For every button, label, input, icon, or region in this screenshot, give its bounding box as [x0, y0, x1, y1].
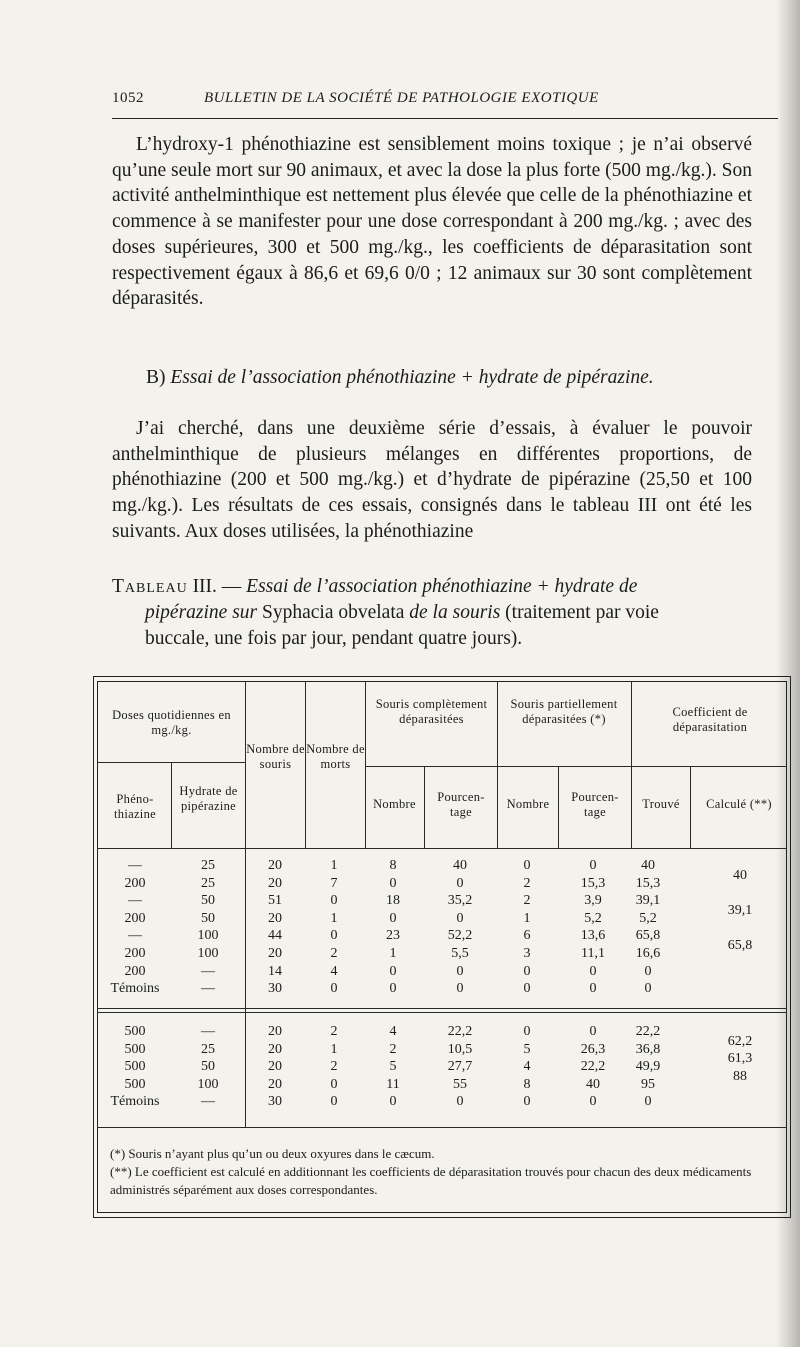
caption-rest: (traitement par voie: [505, 602, 659, 623]
cell-hydrate: —: [201, 1094, 215, 1110]
cell-souris: 20: [268, 946, 282, 961]
cell-comp-pct: 0: [456, 910, 464, 926]
cell-pheno: —: [128, 858, 142, 873]
cell-morts: 0: [330, 928, 338, 944]
cell-comp-pct: 0: [456, 875, 464, 891]
groups-sub-rule: [365, 766, 787, 767]
cell-part-nombre: 0: [523, 963, 531, 979]
cell-morts: 2: [330, 946, 338, 961]
group-separator-rule-2: [97, 1012, 787, 1013]
cell-part-nombre: 1: [523, 910, 531, 926]
cell-part-nombre: 6: [523, 928, 531, 944]
cell-morts: 1: [330, 858, 338, 873]
cell-pheno: 500: [124, 1076, 146, 1092]
group-separator-rule: [97, 1008, 787, 1009]
cell-part-nombre: 8: [523, 1076, 531, 1092]
cell-morts: 2: [330, 1059, 338, 1075]
caption-title-1: Essai de l’association phénothiazine + hydrate de: [246, 576, 638, 597]
header-part-pourcentage: Pourcen- tage: [571, 790, 619, 819]
cell-comp-nombre: 23: [386, 928, 400, 944]
cell-comp-nombre: 1: [389, 946, 397, 961]
cell-hydrate: —: [201, 1024, 215, 1039]
cell-morts: 0: [330, 1076, 338, 1092]
caption-line3: buccale, une fois par jour, pendant quatre jours).: [145, 628, 523, 649]
caption-title-2: pipérazine sur: [145, 602, 258, 623]
cell-part-pct: 15,3: [580, 875, 606, 891]
cell-hydrate: 100: [197, 1076, 219, 1092]
cell-comp-nombre: 11: [386, 1076, 400, 1092]
cell-hydrate: 50: [201, 893, 215, 909]
cell-souris: 44: [268, 928, 282, 944]
cell-morts: 0: [330, 893, 338, 909]
cell-calcule: 62,2: [727, 1033, 753, 1049]
table-caption: [112, 574, 762, 652]
cell-hydrate: 25: [201, 1041, 215, 1057]
caption-number: III.: [192, 576, 217, 597]
cell-trouve: 0: [644, 963, 652, 979]
note-1: (*) Souris n’ayant plus qu’un ou deux oxyures dans le cæcum.: [110, 1146, 435, 1161]
cell-pheno: Témoins: [110, 1094, 160, 1110]
cell-part-nombre: 0: [523, 858, 531, 873]
cell-calcule: 39,1: [727, 902, 753, 918]
cell-pheno: 200: [124, 875, 146, 891]
vline-part: [631, 681, 632, 848]
cell-comp-pct: 40: [453, 858, 467, 873]
cell-pheno: 200: [124, 910, 146, 926]
cell-pheno: 200: [124, 946, 146, 961]
cell-part-pct: 0: [589, 858, 597, 873]
cell-trouve: 22,2: [635, 1024, 661, 1039]
cell-part-nombre: 3: [523, 946, 531, 961]
cell-hydrate: 100: [197, 946, 219, 961]
cell-souris: 14: [268, 963, 282, 979]
table-notes: [110, 1145, 780, 1199]
cell-comp-pct: 5,5: [451, 946, 469, 961]
header-comp-pourcentage: Pourcen- tage: [437, 790, 485, 819]
cell-morts: 2: [330, 1024, 338, 1039]
cell-hydrate: —: [201, 981, 215, 997]
cell-morts: 4: [330, 963, 338, 979]
cell-comp-nombre: 0: [389, 1094, 397, 1110]
cell-part-pct: 0: [589, 1024, 597, 1039]
cell-morts: 1: [330, 910, 338, 926]
section-b-heading: [146, 367, 654, 389]
header-rule: [112, 118, 778, 119]
cell-part-nombre: 0: [523, 1094, 531, 1110]
cell-comp-pct: 52,2: [447, 928, 473, 944]
notes-rule: [97, 1127, 787, 1128]
cell-comp-pct: 0: [456, 981, 464, 997]
header-completement: Souris complètement déparasitées: [375, 697, 488, 726]
cell-part-nombre: 2: [523, 875, 531, 891]
cell-pheno: —: [128, 893, 142, 909]
cell-trouve: 95: [641, 1076, 655, 1092]
header-doses: Doses quotidiennes en mg./kg.: [112, 708, 231, 737]
cell-morts: 7: [330, 875, 338, 891]
cell-part-nombre: 4: [523, 1059, 531, 1075]
header-nombre-souris: Nombre de souris: [246, 742, 305, 771]
header-comp-nombre: Nombre: [373, 797, 416, 811]
cell-comp-nombre: 2: [389, 1041, 397, 1057]
cell-trouve: 16,6: [635, 946, 661, 961]
cell-comp-nombre: 0: [389, 875, 397, 891]
section-b-label: B): [146, 367, 166, 388]
cell-pheno: Témoins: [110, 981, 160, 997]
cell-hydrate: 25: [201, 858, 215, 873]
journal-title: BULLETIN DE LA SOCIÉTÉ DE PATHOLOGIE EXOTIQUE: [204, 90, 599, 106]
cell-part-pct: 0: [589, 981, 597, 997]
cell-souris: 20: [268, 1059, 282, 1075]
section-b-title: Essai de l’association phénothiazine + hydrate de pipérazine.: [170, 367, 654, 388]
header-part-nombre: Nombre: [506, 797, 550, 811]
cell-comp-pct: 27,7: [447, 1059, 473, 1075]
cell-trouve: 36,8: [635, 1041, 661, 1057]
cell-hydrate: 50: [201, 1059, 215, 1075]
vline-part-split: [558, 766, 559, 848]
cell-souris: 20: [268, 875, 282, 891]
cell-comp-pct: 0: [456, 963, 464, 979]
paragraph-hydroxy: L’hydroxy-1 phénothiazine est sensiblement moins toxique ; je n’ai observé qu’une seule mort sur 90 animaux, et avec la dose la plus forte (500 mg./kg.). Son activité anthelminthique est nettement plus élevée que celle de la phénothiazine et commence à se manifester pour une dose correspondant à 200 mg./kg. ; avec des doses supérieures, 300 et 500 mg./kg., les coefficients de déparasitation sont respectivement égaux à 86,6 et 69,6 0/0 ; 12 animaux sur 30 sont complètement déparasités.: [112, 134, 752, 310]
cell-calcule: 65,8: [727, 938, 753, 953]
cell-part-nombre: 0: [523, 981, 531, 997]
cell-comp-pct: 22,2: [447, 1024, 473, 1039]
cell-trouve: 0: [644, 1094, 652, 1110]
cell-part-pct: 5,2: [584, 910, 602, 926]
cell-morts: 1: [330, 1041, 338, 1057]
header-trouve: Trouvé: [642, 797, 680, 811]
cell-calcule: 40: [733, 867, 747, 883]
cell-souris: 30: [268, 981, 282, 997]
cell-part-pct: 0: [589, 1094, 597, 1110]
cell-comp-nombre: 0: [389, 963, 397, 979]
cell-part-pct: 22,2: [580, 1059, 606, 1075]
cell-souris: 20: [268, 858, 282, 873]
cell-comp-nombre: 0: [389, 981, 397, 997]
cell-trouve: 15,3: [635, 875, 661, 891]
cell-hydrate: 100: [197, 928, 219, 944]
cell-souris: 20: [268, 910, 282, 926]
page-number: 1052: [112, 90, 144, 106]
cell-trouve: 0: [644, 981, 652, 997]
cell-comp-pct: 0: [456, 1094, 464, 1110]
cell-comp-nombre: 5: [389, 1059, 397, 1075]
cell-part-pct: 13,6: [580, 928, 606, 944]
cell-souris: 20: [268, 1024, 282, 1039]
cell-comp-nombre: 0: [389, 910, 397, 926]
caption-label: Tableau: [112, 576, 188, 597]
cell-pheno: 200: [124, 963, 146, 979]
cell-trouve: 40: [641, 858, 655, 873]
cell-morts: 0: [330, 1094, 338, 1110]
header-calcule: Calculé (**): [706, 797, 772, 811]
header-coefficient: Coefficient de déparasitation: [672, 705, 748, 734]
cell-trouve: 39,1: [635, 893, 661, 909]
cell-trouve: 49,9: [635, 1059, 661, 1075]
paragraph-association: J’ai cherché, dans une deuxième série d’essais, à évaluer le pouvoir anthelminthique de plusieurs mélanges en différentes proportions, de phénothiazine (200 et 500 mg./kg.) et d’hydrate de pipérazine (25,50 et 100 mg./kg.). Les résultats de ces essais, consignés dans le tableau III ont été les suivants. Aux doses utilisées, la phénothiazine: [112, 418, 752, 542]
cell-comp-nombre: 8: [389, 858, 397, 873]
cell-hydrate: —: [201, 963, 215, 979]
cell-part-nombre: 2: [523, 893, 531, 909]
cell-hydrate: 50: [201, 910, 215, 926]
cell-comp-pct: 55: [453, 1076, 467, 1092]
cell-pheno: 500: [124, 1041, 146, 1057]
cell-trouve: 65,8: [635, 928, 661, 944]
cell-souris: 51: [268, 893, 282, 909]
cell-souris: 20: [268, 1041, 282, 1057]
cell-part-nombre: 0: [523, 1024, 531, 1039]
cell-comp-nombre: 18: [386, 893, 400, 909]
cell-comp-nombre: 4: [389, 1024, 397, 1039]
cell-calcule: 88: [733, 1068, 747, 1084]
cell-morts: 0: [330, 981, 338, 997]
cell-comp-pct: 10,5: [447, 1041, 473, 1057]
cell-pheno: 500: [124, 1024, 146, 1039]
cell-calcule: 61,3: [727, 1051, 753, 1067]
cell-part-pct: 11,1: [581, 946, 605, 961]
caption-dash: —: [221, 576, 242, 597]
cell-souris: 30: [268, 1094, 282, 1110]
note-2: (**) Le coefficient est calculé en additionnant les coefficients de déparasitation trouvés pour chacun des deux médicaments administrés séparément aux doses correspondantes.: [110, 1164, 752, 1197]
cell-part-pct: 26,3: [580, 1041, 606, 1057]
cell-pheno: 500: [124, 1059, 146, 1075]
caption-species: Syphacia obvelata: [262, 602, 405, 623]
vline-comp: [497, 681, 498, 848]
cell-part-nombre: 5: [523, 1041, 531, 1057]
vline-comp-split: [424, 766, 425, 848]
cell-pheno: —: [128, 928, 142, 944]
cell-hydrate: 25: [201, 875, 215, 891]
header-pheno: Phéno- thiazine: [114, 792, 156, 821]
header-partiellement: Souris partiellement déparasitées (*): [510, 697, 618, 726]
cell-part-pct: 40: [586, 1076, 600, 1092]
cell-comp-pct: 35,2: [447, 893, 473, 909]
vline-morts: [365, 681, 366, 848]
cell-part-pct: 0: [589, 963, 597, 979]
header-nombre-morts: Nombre de morts: [306, 742, 365, 771]
cell-souris: 20: [268, 1076, 282, 1092]
header-hydrate: Hydrate de pipérazine: [179, 784, 238, 813]
caption-host: de la souris: [409, 602, 501, 623]
cell-trouve: 5,2: [639, 910, 657, 926]
running-header: [112, 90, 778, 114]
cell-part-pct: 3,9: [584, 893, 602, 909]
header-bottom-rule: [97, 848, 787, 849]
